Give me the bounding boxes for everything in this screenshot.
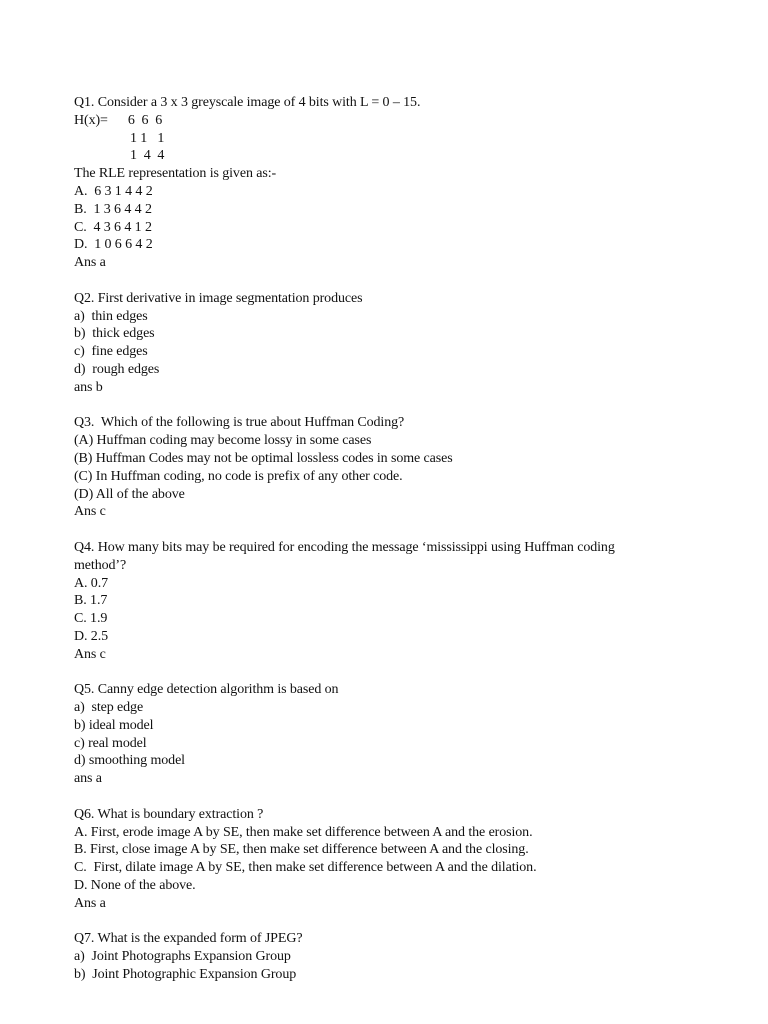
question-7-stem: Q7. What is the expanded form of JPEG? xyxy=(74,931,303,947)
option-b: b) ideal model xyxy=(74,717,154,733)
option-c: c) fine edges xyxy=(74,344,148,360)
option-a: A. 6 3 1 4 4 2 xyxy=(74,183,153,199)
answer: Ans c xyxy=(74,646,106,662)
question-3-stem: Q3. Which of the following is true about Huffman Coding? xyxy=(74,415,405,431)
option-a: a) Joint Photographs Expansion Group xyxy=(74,949,291,965)
matrix-row-3-values: 1 4 4 xyxy=(130,148,165,164)
option-d: D. None of the above. xyxy=(74,878,196,894)
matrix-row-1-values: 6 6 6 xyxy=(127,112,163,128)
answer: Ans a xyxy=(74,895,106,911)
question-1-stem: Q1. Consider a 3 x 3 greyscale image of 4 bits with L = 0 – 15. xyxy=(74,95,421,110)
question-2 xyxy=(74,290,744,397)
question-5 xyxy=(74,681,744,788)
answer: Ans a xyxy=(74,255,106,271)
question-1 xyxy=(74,94,744,272)
option-c: C. 4 3 6 4 1 2 xyxy=(74,219,152,235)
option-b: b) Joint Photographic Expansion Group xyxy=(74,967,297,983)
option-a: A. 0.7 xyxy=(74,575,109,591)
option-a: a) step edge xyxy=(74,700,144,716)
hx-label: H(x)= xyxy=(74,112,108,128)
option-b: (B) Huffman Codes may not be optimal lossless codes in some cases xyxy=(74,450,453,466)
option-c: (C) In Huffman coding, no code is prefix of any other code. xyxy=(74,468,403,484)
matrix-row-3 xyxy=(74,147,744,165)
option-d: D. 2.5 xyxy=(74,628,109,644)
answer: ans a xyxy=(74,771,102,787)
option-d: d) rough edges xyxy=(74,361,160,377)
option-b: B. 1 3 6 4 4 2 xyxy=(74,201,152,217)
question-2-stem: Q2. First derivative in image segmentation produces xyxy=(74,290,363,306)
answer: Ans c xyxy=(74,504,106,520)
option-a: (A) Huffman coding may become lossy in some cases xyxy=(74,433,372,449)
option-d: d) smoothing model xyxy=(74,753,185,769)
question-4 xyxy=(74,539,744,664)
question-7 xyxy=(74,930,744,983)
question-5-stem: Q5. Canny edge detection algorithm is based on xyxy=(74,682,339,698)
answer: ans b xyxy=(74,379,103,395)
matrix-row-2 xyxy=(74,130,744,148)
question-4-stem-line-2: method’? xyxy=(74,557,127,573)
option-c: C. 1.9 xyxy=(74,611,108,627)
question-3 xyxy=(74,414,744,521)
matrix-row-1 xyxy=(74,112,744,130)
option-b: b) thick edges xyxy=(74,326,155,342)
option-c: c) real model xyxy=(74,735,147,751)
option-a: a) thin edges xyxy=(74,308,148,324)
option-d: D. 1 0 6 6 4 2 xyxy=(74,237,153,253)
document-page xyxy=(74,94,744,984)
option-b: B. 1.7 xyxy=(74,593,108,609)
matrix-row-2-values: 1 1 1 xyxy=(130,130,165,146)
question-6 xyxy=(74,806,744,913)
option-a: A. First, erode image A by SE, then make set difference between A and the erosion. xyxy=(74,824,533,840)
question-4-stem-line-1: Q4. How many bits may be required for encoding the message ‘mississippi using Huffman coding xyxy=(74,539,615,555)
option-d: (D) All of the above xyxy=(74,486,185,502)
question-1-prompt: The RLE representation is given as:- xyxy=(74,166,277,182)
question-6-stem: Q6. What is boundary extraction ? xyxy=(74,806,264,822)
option-c: C. First, dilate image A by SE, then make set difference between A and the dilation. xyxy=(74,860,537,876)
option-b: B. First, close image A by SE, then make set difference between A and the closing. xyxy=(74,842,529,858)
